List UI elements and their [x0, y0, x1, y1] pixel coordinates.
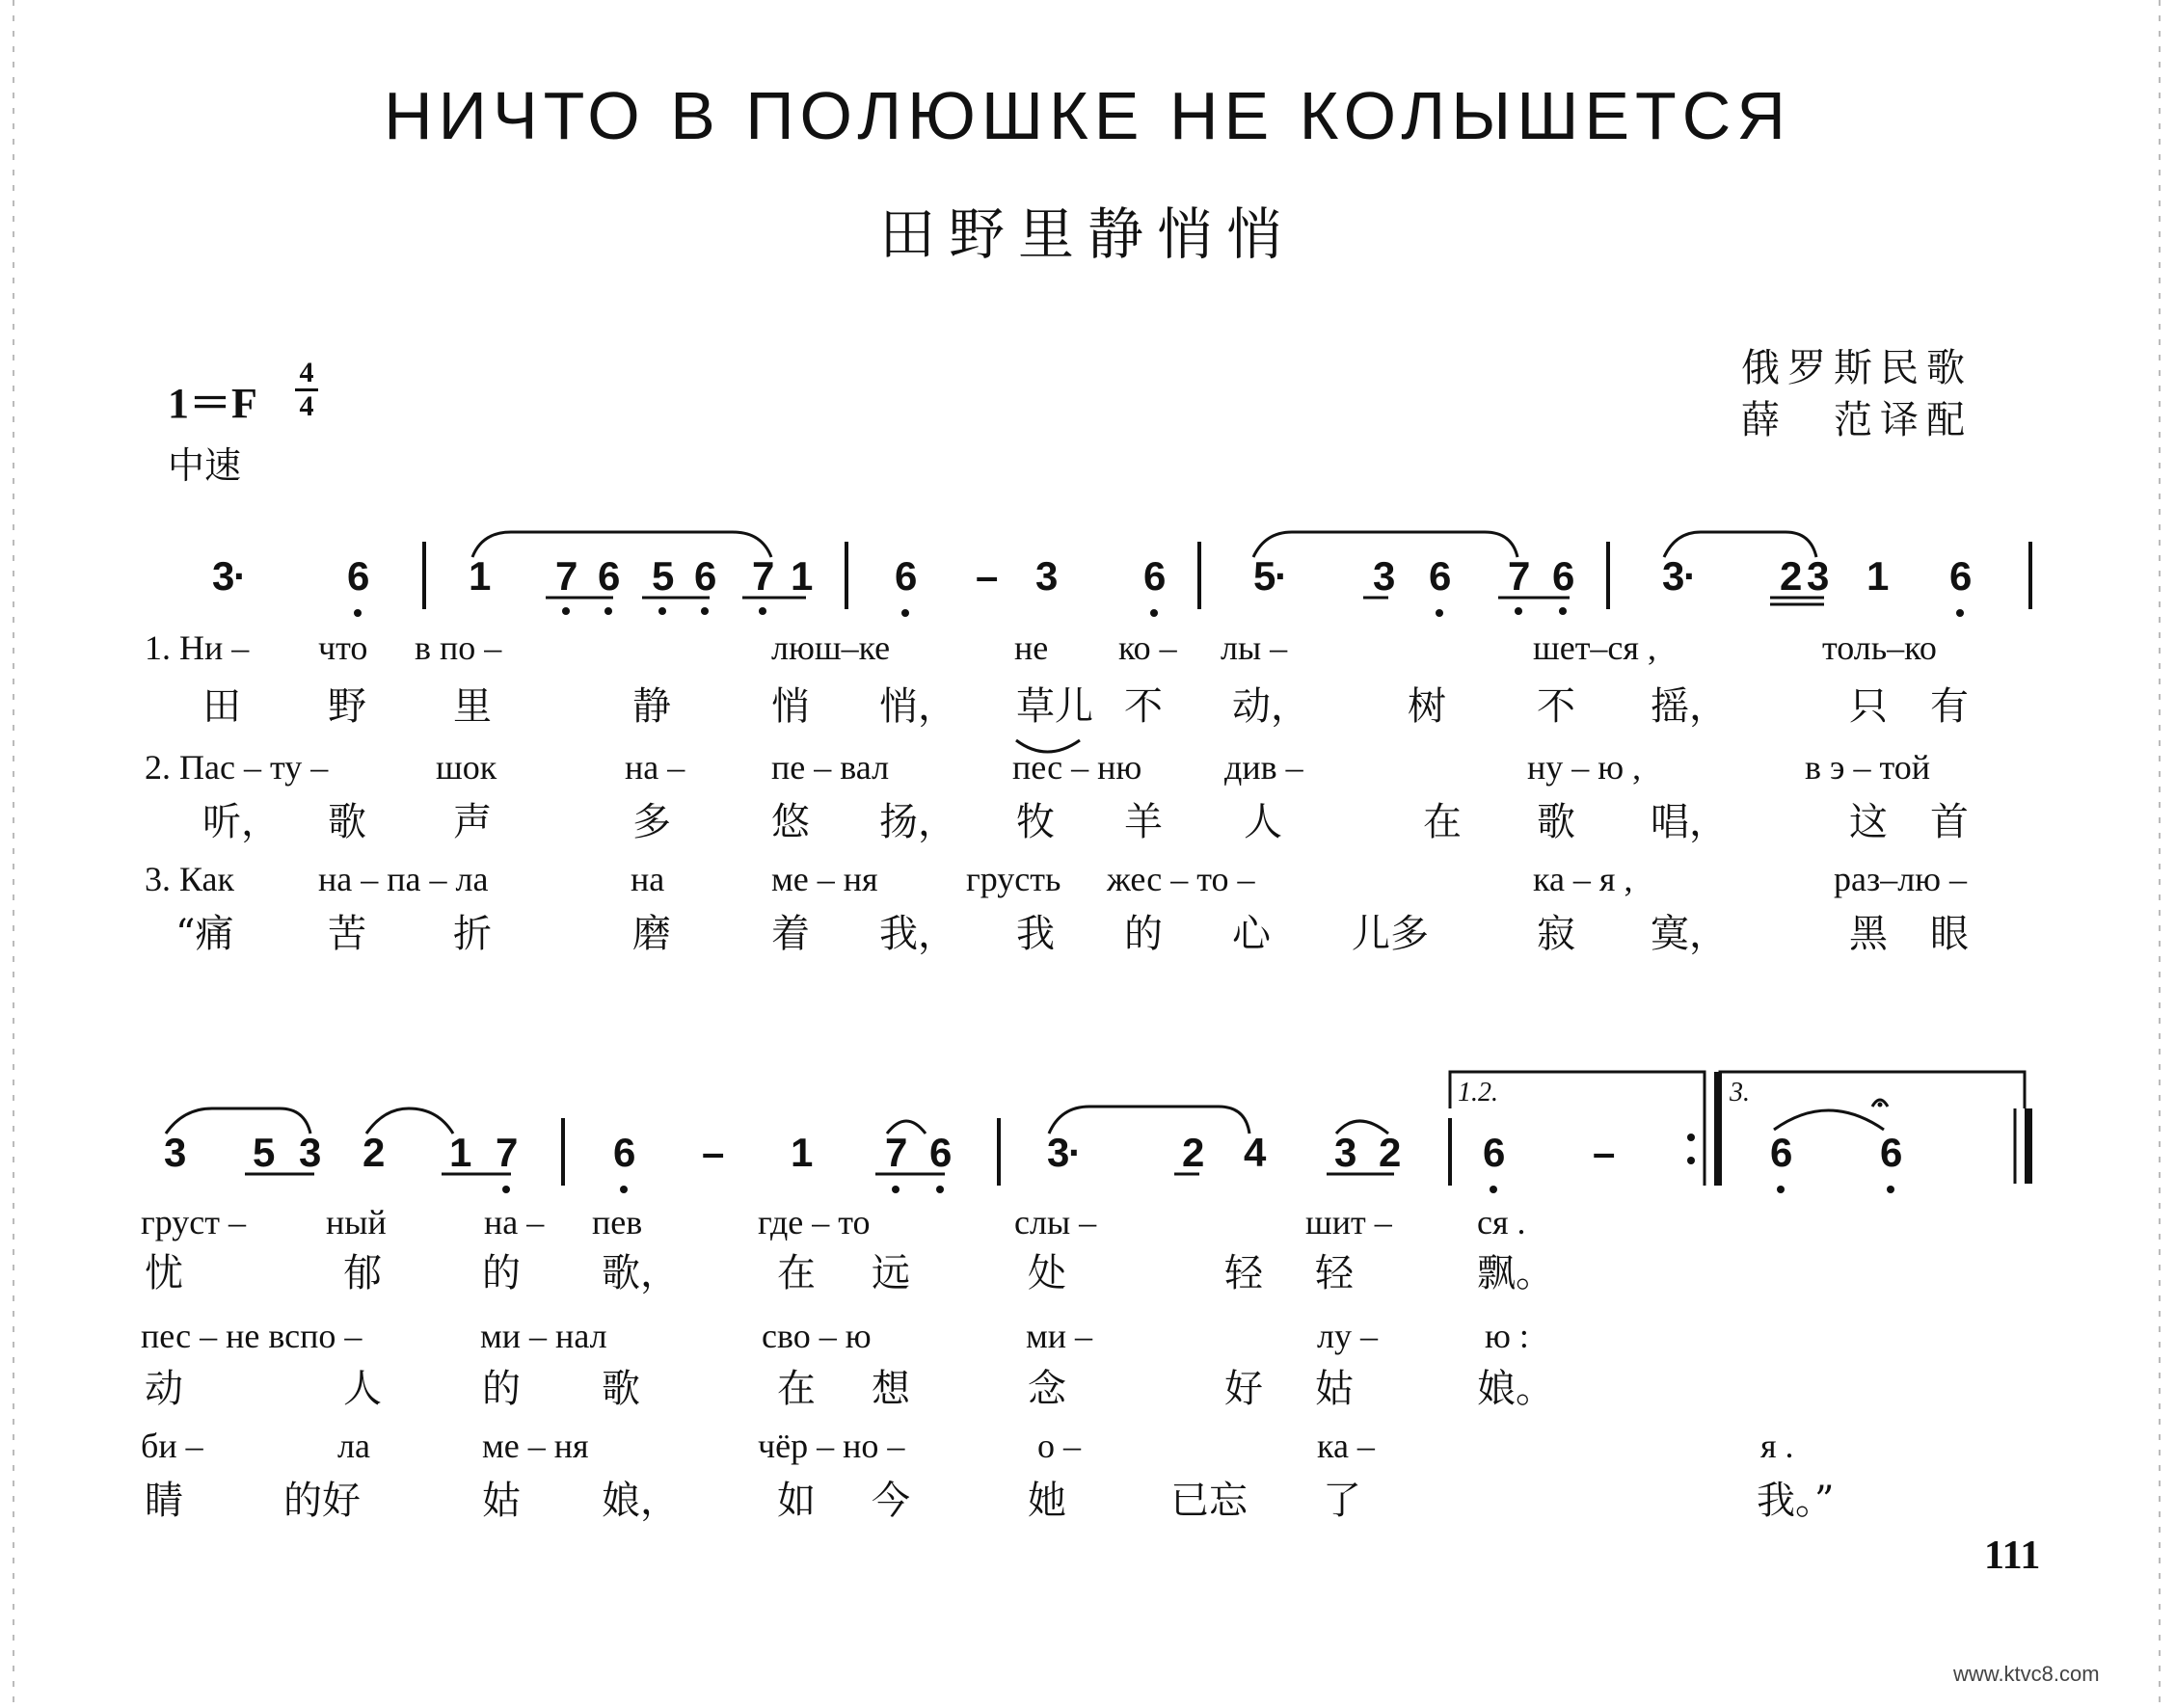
volta-1-2-label: 1.2.	[1458, 1078, 1498, 1108]
octave-dot	[604, 607, 612, 615]
slur	[1774, 1110, 1884, 1130]
lyric-syllable-chinese: 只	[1849, 684, 1888, 729]
lyric-syllable-chinese: 想	[872, 1367, 910, 1411]
repeat-dot	[1687, 1157, 1695, 1164]
lyric-syllable-russian: лы –	[1221, 628, 1288, 667]
lyric-syllable-chinese: 牧	[1016, 800, 1055, 844]
origin-credit: 俄罗斯民歌	[1741, 346, 1973, 390]
lyric-syllable-russian: в э – той	[1805, 748, 1930, 787]
hold-dash: –	[976, 553, 999, 599]
lyric-syllable-chinese: 扬，	[879, 800, 956, 844]
row2-notes	[164, 1130, 1902, 1175]
octave-dot	[1490, 1186, 1497, 1193]
repeat-sign	[1687, 1072, 1718, 1186]
note-digit: 5	[652, 553, 675, 599]
octave-dot	[1559, 607, 1567, 615]
note-digit: 3	[1047, 1130, 1070, 1175]
lyric-syllable-chinese: 念	[1028, 1367, 1066, 1411]
lyric-syllable-chinese: 折	[453, 912, 492, 956]
lyric-syllable-chinese: 眼	[1930, 912, 1969, 956]
lyric-syllable-chinese: 草儿	[1016, 684, 1093, 729]
volta-3-bracket	[1720, 1072, 2025, 1108]
lyric-syllable-russian: пес – не вспо –	[141, 1317, 362, 1355]
note-digit: 6	[929, 1130, 953, 1175]
lyric-syllable-chinese: 歌	[1537, 800, 1575, 844]
time-signature-top: 4	[299, 357, 314, 388]
row2-lyrics	[141, 1203, 1834, 1523]
octave-dot	[759, 607, 766, 615]
lyric-syllable-chinese: 磨	[632, 912, 671, 956]
hold-dash: –	[702, 1130, 725, 1175]
lyric-syllable-chinese: 的	[482, 1251, 521, 1295]
lyric-syllable-chinese: 人	[343, 1367, 382, 1411]
lyric-syllable-russian: грусть	[966, 860, 1061, 898]
row1-octave-dots	[354, 607, 1964, 617]
note-digit: 7	[1508, 553, 1531, 599]
note-digit: 3	[1373, 553, 1396, 599]
page-number: 111	[1984, 1534, 2041, 1578]
note-digit: 6	[1552, 553, 1575, 599]
note-digit: 6	[1949, 553, 1973, 599]
lyric-syllable-chinese: 有	[1930, 684, 1969, 729]
time-signature-bottom: 4	[299, 390, 314, 422]
lyric-syllable-chinese: 了	[1323, 1479, 1361, 1523]
lyric-syllable-russian: на – па – ла	[318, 860, 489, 898]
note-digit: 5	[1253, 553, 1276, 599]
lyric-syllable-chinese: 处	[1028, 1251, 1066, 1295]
lyric-syllable-chinese: 我，	[879, 912, 956, 956]
lyric-syllable-russian: слы –	[1014, 1203, 1097, 1241]
lyric-syllable-chinese: 的	[1124, 912, 1163, 956]
lyric-syllable-chinese: 不	[1537, 684, 1575, 729]
lyric-syllable-russian: где – то	[758, 1203, 871, 1241]
lyric-syllable-chinese: 田	[202, 684, 241, 729]
lyric-syllable-chinese: 我	[1016, 912, 1055, 956]
lyric-syllable-chinese: 动	[145, 1367, 183, 1411]
lyric-syllable-russian: жес – то –	[1107, 860, 1255, 898]
lyric-syllable-chinese: “痛	[175, 912, 234, 956]
slur	[472, 532, 771, 557]
lyric-syllable-chinese: 野	[328, 684, 366, 729]
note-digit: 1	[449, 1130, 472, 1175]
note-digit: 6	[1770, 1130, 1793, 1175]
lyric-syllable-chinese: 着	[771, 912, 810, 956]
lyric-syllable-chinese: 首	[1930, 800, 1969, 844]
lyric-syllable-chinese: 羊	[1124, 800, 1163, 844]
key-signature: 1＝F	[168, 380, 257, 427]
lyric-syllable-chinese: 歌	[328, 800, 366, 844]
slur	[166, 1108, 310, 1134]
augmentation-dot: ·	[1068, 1130, 1082, 1175]
note-digit: 3	[299, 1130, 322, 1175]
lyric-syllable-russian: ный	[326, 1203, 387, 1241]
note-digit: 2	[1182, 1130, 1205, 1175]
lyric-syllable-russian: пе – вал	[771, 748, 890, 787]
lyric-syllable-russian: в по –	[415, 628, 502, 667]
lyric-syllable-chinese: 姑	[482, 1479, 521, 1523]
lyric-syllable-russian: не	[1014, 628, 1049, 667]
octave-dot	[502, 1186, 510, 1193]
note-digit: 2	[1379, 1130, 1402, 1175]
lyric-syllable-russian: ну – ю ,	[1527, 748, 1642, 787]
note-digit: 6	[694, 553, 717, 599]
octave-dot	[354, 609, 362, 617]
lyric-syllable-russian: чёр – но –	[758, 1427, 905, 1465]
lyric-syllable-russian: ю :	[1485, 1317, 1529, 1355]
lyric-syllable-chinese: 娘。	[1477, 1367, 1554, 1411]
lyric-syllable-russian: о –	[1037, 1427, 1081, 1465]
lyric-syllable-russian: ми –	[1026, 1317, 1093, 1355]
lyric-syllable-chinese: 黑	[1849, 912, 1888, 956]
lyric-syllable-russian: что	[318, 628, 368, 667]
note-digit: 7	[885, 1130, 908, 1175]
final-barline	[2015, 1108, 2028, 1184]
translator-credit: 薛 范译配	[1741, 398, 1973, 442]
song-title-russian: НИЧТО В ПОЛЮШКЕ НЕ КОЛЫШЕТСЯ	[384, 78, 1791, 153]
note-digit: 2	[362, 1130, 386, 1175]
lyric-syllable-russian: ка –	[1317, 1427, 1375, 1465]
lyric-syllable-russian: пев	[592, 1203, 643, 1241]
octave-dot	[1436, 609, 1443, 617]
note-digit: 6	[1429, 553, 1452, 599]
lyric-syllable-chinese: 声	[453, 800, 492, 844]
lyric-syllable-russian: шет–ся ,	[1533, 628, 1656, 667]
lyric-syllable-russian: би –	[141, 1427, 203, 1465]
augmentation-dot: ·	[1275, 553, 1288, 599]
row2-octave-dots	[502, 1186, 1894, 1193]
note-digit: 6	[895, 553, 918, 599]
note-digit: 6	[1143, 553, 1167, 599]
lyric-syllable-chinese: 在	[777, 1251, 816, 1295]
lyric-syllable-chinese: 歌，	[602, 1251, 679, 1295]
augmentation-dot: ·	[233, 553, 247, 599]
hold-dash: –	[1593, 1130, 1616, 1175]
lyric-syllable-chinese: 心	[1232, 912, 1271, 956]
lyric-syllable-chinese: 静	[632, 684, 671, 729]
lyric-syllable-chinese: 动，	[1232, 684, 1309, 729]
row1-lyrics	[145, 628, 1969, 956]
lyric-syllable-russian: ко –	[1118, 628, 1177, 667]
lyric-syllable-chinese: 她	[1028, 1479, 1066, 1523]
note-digit: 3	[212, 553, 235, 599]
note-digit: 5	[253, 1130, 276, 1175]
lyric-syllable-chinese: 已忘	[1170, 1479, 1248, 1523]
lyric-syllable-chinese: 儿多	[1352, 912, 1429, 956]
lyric-syllable-chinese: 唱，	[1651, 800, 1728, 844]
octave-dot	[1515, 607, 1522, 615]
note-digit: 2	[1780, 553, 1803, 599]
lyric-syllable-russian: шок	[436, 748, 497, 787]
lyric-syllable-chinese: 悄	[771, 684, 810, 729]
volta-3-label: 3.	[1730, 1078, 1750, 1108]
lyric-syllable-chinese: 不	[1124, 684, 1163, 729]
note-digit: 3	[1334, 1130, 1357, 1175]
tempo-marking: 中速	[168, 444, 242, 487]
lyric-syllable-russian: на –	[625, 748, 685, 787]
lyric-syllable-chinese: 多	[632, 800, 671, 844]
lyric-syllable-chinese: 寞，	[1651, 912, 1728, 956]
row2-slurs	[166, 1100, 1888, 1134]
lyric-syllable-chinese: 人	[1244, 800, 1282, 844]
note-digit: 3	[1035, 553, 1059, 599]
lyric-syllable-russian: на	[631, 860, 665, 898]
lyric-syllable-chinese: 悠	[771, 800, 810, 844]
octave-dot	[1150, 609, 1158, 617]
lyric-syllable-chinese: 在	[777, 1367, 816, 1411]
note-digit: 6	[1483, 1130, 1506, 1175]
lyric-syllable-chinese: 轻	[1224, 1251, 1263, 1295]
octave-dot	[1777, 1186, 1785, 1193]
lyric-syllable-russian: на –	[484, 1203, 545, 1241]
row2-barlines	[563, 1118, 1450, 1186]
lyric-syllable-chinese: 好	[1224, 1367, 1263, 1411]
song-title-chinese: 田野里静悄悄	[878, 201, 1296, 267]
note-digit: 1	[469, 553, 492, 599]
octave-dot	[701, 607, 709, 615]
note-digit: 3	[1807, 553, 1830, 599]
lyric-syllable-russian: груст –	[141, 1203, 247, 1241]
lyric-syllable-russian: ся .	[1477, 1203, 1526, 1241]
lyric-syllable-russian: ми – нал	[480, 1317, 607, 1355]
octave-dot	[892, 1186, 900, 1193]
lyric-syllable-chinese: 摇，	[1651, 684, 1728, 729]
lyric-syllable-russian: пес – ню	[1012, 748, 1142, 787]
lyric-syllable-chinese: 听，	[202, 800, 280, 844]
lyric-syllable-russian: толь–ко	[1822, 628, 1937, 667]
note-digit: 6	[613, 1130, 636, 1175]
octave-dot	[936, 1186, 944, 1193]
octave-dot	[620, 1186, 628, 1193]
note-digit: 7	[496, 1130, 519, 1175]
lyric-syllable-chinese: 飘。	[1477, 1251, 1554, 1295]
row1-beams	[546, 598, 1824, 604]
lyric-syllable-russian: 3. Как	[145, 860, 235, 898]
lyric-syllable-chinese: 娘，	[602, 1479, 679, 1523]
note-digit: 6	[1880, 1130, 1903, 1175]
lyric-syllable-russian: я .	[1760, 1427, 1794, 1465]
lyric-syllable-russian: 1. Ни –	[145, 628, 250, 667]
repeat-dot	[1687, 1134, 1695, 1141]
note-digit: 3	[164, 1130, 187, 1175]
lyric-syllable-russian: раз–лю –	[1834, 860, 1968, 898]
lyric-syllable-chinese: 在	[1423, 800, 1462, 844]
watermark-url: www.ktvc8.com	[1953, 1662, 2100, 1686]
lyric-syllable-russian: ме – ня	[482, 1427, 589, 1465]
lyric-syllable-russian: люш–ке	[771, 628, 891, 667]
lyric-syllable-russian: ка – я ,	[1533, 860, 1633, 898]
lyric-syllable-russian: шит –	[1305, 1203, 1392, 1241]
lyric-syllable-chinese: 悄，	[879, 684, 956, 729]
lyric-syllable-chinese: 远	[872, 1251, 910, 1295]
note-digit: 3	[1662, 553, 1685, 599]
lyric-syllable-chinese: 的好	[283, 1479, 361, 1523]
lyric-syllable-russian: сво – ю	[762, 1317, 872, 1355]
lyric-syllable-chinese: 今	[872, 1479, 910, 1523]
note-digit: 7	[555, 553, 578, 599]
lyric-syllable-russian: див –	[1224, 748, 1303, 787]
lyric-syllable-chinese: 苦	[328, 912, 366, 956]
note-digit: 6	[598, 553, 621, 599]
note-digit: 4	[1244, 1130, 1267, 1175]
note-digit: 6	[347, 553, 370, 599]
lyric-syllable-chinese: 忧	[145, 1251, 183, 1295]
lyric-syllable-chinese: 如	[777, 1479, 816, 1523]
lyric-syllable-chinese: 里	[453, 684, 492, 729]
octave-dot	[1887, 1186, 1894, 1193]
row1-notes	[212, 553, 1972, 599]
note-digit: 1	[791, 553, 814, 599]
lyric-syllable-russian: ла	[337, 1427, 370, 1465]
lyric-syllable-chinese: 郁	[343, 1251, 382, 1295]
note-digit: 7	[752, 553, 775, 599]
augmentation-dot: ·	[1683, 553, 1697, 599]
lyric-syllable-chinese: 这	[1849, 800, 1888, 844]
fermata-dot	[1878, 1103, 1883, 1108]
octave-dot	[1956, 609, 1964, 617]
lyric-syllable-chinese: 歌	[602, 1367, 640, 1411]
note-digit: 1	[791, 1130, 814, 1175]
lyric-syllable-chinese: 寂	[1537, 912, 1575, 956]
lyric-syllable-chinese: 树	[1408, 684, 1446, 729]
lyric-syllable-russian: лу –	[1317, 1317, 1378, 1355]
octave-dot	[658, 607, 666, 615]
lyric-syllable-chinese: 的	[482, 1367, 521, 1411]
note-digit: 1	[1866, 553, 1890, 599]
lyric-syllable-chinese: 姑	[1315, 1367, 1354, 1411]
lyric-syllable-chinese: 轻	[1315, 1251, 1354, 1295]
octave-dot	[901, 609, 909, 617]
lyric-syllable-russian: ме – ня	[771, 860, 878, 898]
lyric-syllable-chinese: 睛	[145, 1479, 183, 1523]
octave-dot	[562, 607, 570, 615]
lyric-syllable-russian: 2. Пас – ту –	[145, 748, 329, 787]
lyric-syllable-chinese: 我。”	[1757, 1479, 1835, 1523]
